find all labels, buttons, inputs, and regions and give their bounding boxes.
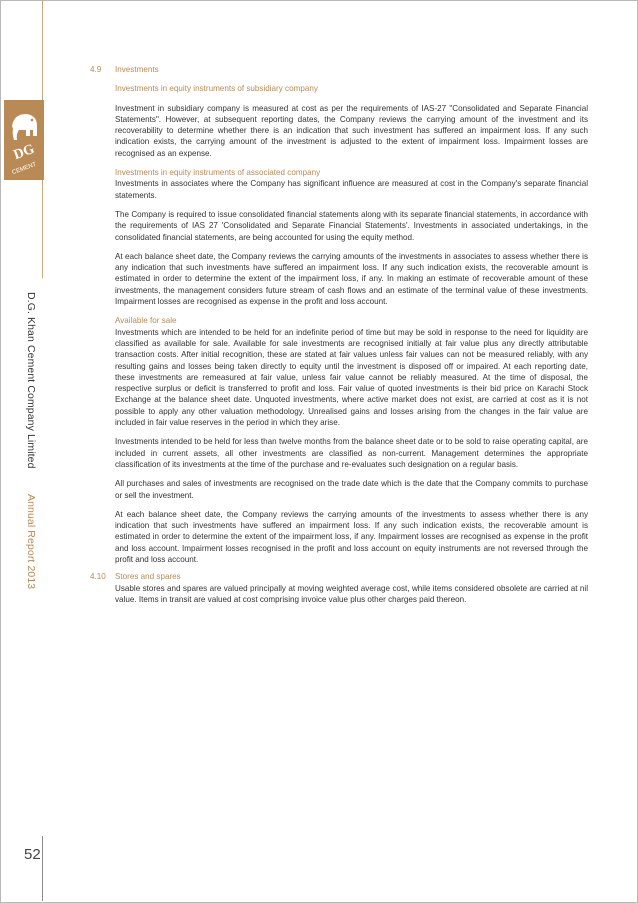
page-number: 52: [24, 846, 41, 863]
section-title: Investments: [115, 65, 159, 74]
svg-text:DG: DG: [11, 141, 37, 164]
subheading-available-for-sale: Available for sale: [115, 316, 177, 326]
company-name-vertical: D.G. Khan Cement Company Limited: [25, 292, 37, 469]
paragraph: All purchases and sales of investments are recognised on the trade date which is the date that the Company commits to purchase or sell the investment.: [115, 479, 588, 500]
paragraph: Usable stores and spares are valued principally at moving weighted average cost, while items considered obsolete are carried at nil value. Items in transit are valued at cost comprising invoice value plus other charges paid thereon.: [115, 583, 588, 604]
svg-text:CEMENT: CEMENT: [11, 161, 38, 177]
paragraph: Investments in associates where the Company has significant influence are measured at cost in the Company's separate financial statements.: [115, 179, 588, 200]
annual-report-vertical: Annual Report 2013: [25, 494, 37, 590]
paragraph: The Company is required to issue consolidated financial statements along with its separate financial statements, in accordance with the requirements of IAS 27 'Consolidated and Separate Financial Statements'. Investments in associated undertakings, in the consolidated financial statements, are being accounted for using the equity method.: [115, 209, 588, 242]
section-4-10: [90, 571, 588, 605]
document-body: [90, 64, 588, 605]
paragraph: At each balance sheet date, the Company reviews the carrying amounts of the investments in associates to assess whether there is any indication that such investments have suffered an impairment loss. If any such indication exists, the recoverable amount is estimated in order to determine the extent of the impairment loss, if any. In making an estimate of recoverable amount of these investments, the management considers future stream of cash flows and an estimate of the terminal value of these investments. Impairment losses are recognised as expense in the profit and loss account.: [115, 251, 588, 307]
section-number: 4.9: [90, 65, 102, 74]
paragraph: Investments which are intended to be held for an indefinite period of time but may be sold in response to the need for liquidity are classified as available for sale. Available for sale investments are recognised initially at fair value plus any directly attributable transaction costs. After initial recognition, these are stated at fair values unless fair values can not be measured reliably, with any resulting gains and losses being taken directly to equity until the investment is disposed off or impaired. At each reporting date, these investments are remeasured at fair value, unless fair value cannot be reliably measured. At the time of disposal, the respective surplus or deficit is transferred to profit and loss. Fair value of quoted investments is their bid price on Karachi Stock Exchange at the balance sheet date. Unquoted investments, where active market does not exist, are carried at cost as it is not possible to apply any other valuation methodology. Unrealised gains and losses arising from the changes in the fair value are included in fair value reserves in the period in which they arise.: [115, 327, 588, 428]
dg-cement-logo: [4, 100, 44, 180]
paragraph: Investment in subsidiary company is measured at cost as per the requirements of IAS-27 "Consolidated and Separate Financial Statements". However, at subsequent reporting dates, the Company reviews the carrying amount of the investment and its recoverability to determine whether there is an indication that such investment has suffered an impairment loss. If any such indication exists, the carrying amount of the investment is adjusted to the extent of impairment loss. Impairment losses are recognised as an expense.: [115, 103, 588, 158]
section-number: 4.10: [90, 572, 106, 582]
sidebar-rule-bottom: [42, 836, 43, 901]
section-title: Stores and spares: [115, 572, 181, 582]
paragraph: Investments intended to be held for less than twelve months from the balance sheet date or to be sold to raise operating capital, are included in current assets, all other investments are classified as non-current. Management determines the appropriate classification of its investments at the time of the purchase and re-evaluates such designation on a regular basis.: [115, 437, 588, 469]
subheading-subsidiary: Investments in equity instruments of subsidiary company: [115, 84, 318, 94]
section-4-9: [90, 64, 588, 565]
paragraph: At each balance sheet date, the Company reviews the carrying amounts of the investments to assess whether there is any indication that such investments have suffered an impairment loss. If any such indication exists, the recoverable amount is estimated in order to determine the extent of the impairment loss, if any. Impairment losses are recognised as expense in the profit and loss account. Impairment losses recognised in the profit and loss account on equity instruments are not reversed through the profit and loss account.: [115, 509, 588, 564]
elephant-logo-icon: [4, 100, 44, 180]
subheading-associated: Investments in equity instruments of associated company: [115, 168, 321, 178]
